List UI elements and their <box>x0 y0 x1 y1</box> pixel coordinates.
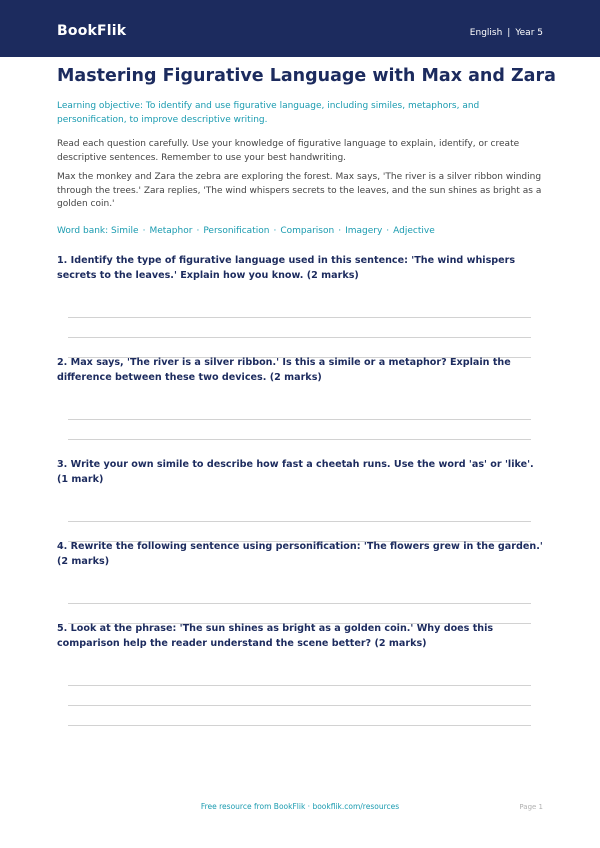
brand-logo: BookFlik <box>57 23 127 39</box>
instructions: Read each question carefully. Use your knowledge of figurative language to explain, identify, or create descriptive sentences. Remember to use your best handwriting. <box>57 139 520 163</box>
subject-separator: | <box>507 28 511 38</box>
answer-line[interactable] <box>68 419 531 420</box>
question-3: 3. Write your own simile to describe how fast a cheetah runs. Use the word 'as' or 'like'. (1 mark) <box>57 459 534 485</box>
answer-line[interactable] <box>68 439 531 440</box>
word-bank-word: Imagery <box>345 226 383 236</box>
word-bank-word: Personification <box>203 226 270 236</box>
word-separator: · <box>338 226 342 236</box>
word-bank-word: Simile <box>111 226 139 236</box>
answer-line[interactable] <box>68 603 531 604</box>
word-bank-word: Metaphor <box>149 226 193 236</box>
word-bank-word: Adjective <box>393 226 435 236</box>
header-bar <box>0 0 600 57</box>
word-separator: · <box>273 226 277 236</box>
question-1: 1. Identify the type of figurative language used in this sentence: 'The wind whispers secrets to the leaves.' Explain how you know. (2 marks) <box>57 255 516 281</box>
question-4: 4. Rewrite the following sentence using personification: 'The flowers grew in the garden.' (2 marks) <box>57 541 543 567</box>
page-number: Page 1 <box>519 803 543 811</box>
answer-line[interactable] <box>68 685 531 686</box>
word-separator: · <box>196 226 200 236</box>
answer-line[interactable] <box>68 317 531 318</box>
word-bank-label: Word bank: <box>57 226 109 236</box>
word-bank <box>57 225 547 239</box>
answer-line[interactable] <box>68 337 531 338</box>
word-separator: · <box>386 226 390 236</box>
answer-line[interactable] <box>68 725 531 726</box>
word-bank-word: Comparison <box>280 226 335 236</box>
year-label: Year 5 <box>515 28 543 38</box>
question-5: 5. Look at the phrase: 'The sun shines as bright as a golden coin.' Why does this comparison help the reader understand the scene better? (2 marks) <box>57 623 494 649</box>
scenario-text: Max the monkey and Zara the zebra are exploring the forest. Max says, 'The river is a silver ribbon winding through the trees.' Zara replies, 'The wind whispers secrets to the leaves, and the sun shines as bright as a golden coin.' <box>57 172 542 209</box>
subject-year <box>470 28 543 38</box>
word-separator: · <box>142 226 146 236</box>
page-title: Mastering Figurative Language with Max and Zara <box>57 66 556 86</box>
answer-line[interactable] <box>68 521 531 522</box>
question-2: 2. Max says, 'The river is a silver ribbon.' Is this a simile or a metaphor? Explain the difference between these two devices. (2 marks) <box>57 357 511 383</box>
answer-line[interactable] <box>68 705 531 706</box>
footer-text: Free resource from BookFlik · bookflik.com/resources <box>200 802 400 811</box>
learning-objective: Learning objective: To identify and use figurative language, including similes, metaphors, and personification, to improve descriptive writing. <box>57 101 480 125</box>
subject-label: English <box>469 28 503 38</box>
